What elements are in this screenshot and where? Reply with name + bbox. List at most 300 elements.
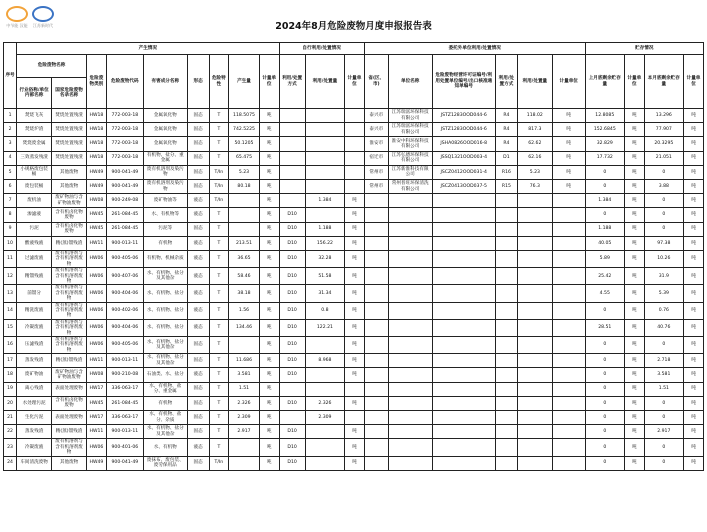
- table-cell: 前馏分: [17, 285, 52, 302]
- table-cell: 泰兴市: [364, 123, 388, 137]
- header-license: 危险废物经营许可证编号/利用处置单位编号/出口核准通知单编号: [432, 55, 495, 109]
- table-cell: [364, 410, 388, 424]
- table-cell: 吨: [552, 137, 585, 151]
- table-cell: HW45: [87, 208, 107, 222]
- table-row: [4, 123, 704, 137]
- table-cell: R4: [495, 123, 517, 137]
- table-cell: D10: [279, 368, 305, 382]
- table-cell: [495, 456, 517, 470]
- table-cell: [517, 425, 552, 439]
- table-cell: 11: [4, 250, 17, 267]
- table-cell: [364, 425, 388, 439]
- table-cell: HW11: [87, 236, 107, 250]
- table-cell: [495, 208, 517, 222]
- table-cell: [552, 410, 585, 424]
- table-cell: 1.51: [229, 382, 260, 396]
- table-cell: 12.8085: [585, 109, 624, 123]
- table-cell: 吨: [624, 425, 644, 439]
- table-cell: 21.051: [644, 151, 683, 165]
- table-cell: R15: [495, 179, 517, 193]
- header-ent-method: 利用/处置方式: [495, 55, 517, 109]
- table-cell: 吨: [684, 368, 704, 382]
- table-cell: 吨: [624, 336, 644, 353]
- table-cell: D10: [279, 456, 305, 470]
- table-cell: 900-407-06: [106, 268, 143, 285]
- table-cell: [345, 137, 365, 151]
- table-cell: 13.296: [644, 109, 683, 123]
- table-cell: 液态: [187, 285, 209, 302]
- table-row: [4, 208, 704, 222]
- table-cell: 吨: [684, 425, 704, 439]
- table-cell: 淮安中科环保科技有限公司: [388, 137, 432, 151]
- table-cell: 152.6845: [585, 123, 624, 137]
- table-cell: D1: [495, 151, 517, 165]
- table-cell: [517, 336, 552, 353]
- table-cell: 2.718: [644, 354, 683, 368]
- table-cell: HW06: [87, 250, 107, 267]
- table-cell: 10.26: [644, 250, 683, 267]
- table-cell: 900-013-11: [106, 425, 143, 439]
- table-cell: T/In: [209, 165, 229, 179]
- table-cell: [495, 354, 517, 368]
- table-cell: 0: [585, 425, 624, 439]
- table-cell: D10: [279, 250, 305, 267]
- table-cell: 吨: [624, 222, 644, 236]
- table-cell: 58.46: [229, 268, 260, 285]
- table-cell: 废矿物油: [17, 368, 52, 382]
- table-cell: 固态: [187, 425, 209, 439]
- table-cell: 焚烧炉渣: [17, 123, 52, 137]
- table-cell: JSCZ0413OOD037-5: [432, 179, 495, 193]
- table-cell: [517, 302, 552, 319]
- table-cell: [495, 302, 517, 319]
- table-cell: 污泥等: [143, 222, 187, 236]
- table-cell: [432, 396, 495, 410]
- table-cell: 900-404-06: [106, 285, 143, 302]
- table-cell: HW06: [87, 285, 107, 302]
- table-cell: 吨: [259, 123, 279, 137]
- table-cell: [552, 368, 585, 382]
- table-cell: 吨: [684, 456, 704, 470]
- table-cell: [364, 285, 388, 302]
- table-cell: 817.3: [517, 123, 552, 137]
- table-cell: 固态: [187, 410, 209, 424]
- table-cell: 23: [4, 439, 17, 456]
- header-ent-amount: 利用/处置量: [517, 55, 552, 109]
- table-cell: 0: [585, 336, 624, 353]
- table-row: [4, 354, 704, 368]
- table-cell: 吨: [684, 194, 704, 208]
- table-cell: [364, 336, 388, 353]
- table-cell: T: [209, 425, 229, 439]
- table-cell: 液态: [187, 208, 209, 222]
- table-cell: D10: [279, 222, 305, 236]
- table-cell: 16: [4, 336, 17, 353]
- table-cell: 0: [644, 165, 683, 179]
- table-cell: 156.22: [305, 236, 344, 250]
- table-cell: 表面处理废物: [52, 410, 87, 424]
- table-cell: 5.23: [517, 165, 552, 179]
- table-cell: 21: [4, 410, 17, 424]
- table-cell: 吨: [684, 354, 704, 368]
- table-cell: 122.21: [305, 319, 344, 336]
- table-cell: 焚烧处置残渣: [52, 109, 87, 123]
- table-cell: 吨: [684, 302, 704, 319]
- table-cell: 吨: [684, 250, 704, 267]
- table-cell: 1.188: [305, 222, 344, 236]
- table-cell: 水处理污泥: [17, 396, 52, 410]
- table-cell: 2.326: [229, 396, 260, 410]
- table-cell: [495, 319, 517, 336]
- table-cell: [495, 222, 517, 236]
- table-cell: T: [209, 222, 229, 236]
- table-cell: HW49: [87, 179, 107, 193]
- header-curr-stock: 本月底剩余贮存量: [644, 55, 683, 109]
- table-cell: 吨: [684, 396, 704, 410]
- table-cell: 900-041-49: [106, 165, 143, 179]
- table-cell: [364, 456, 388, 470]
- table-cell: 固态: [187, 109, 209, 123]
- table-cell: 772-003-18: [106, 109, 143, 123]
- table-cell: [305, 425, 344, 439]
- table-cell: [495, 439, 517, 456]
- table-cell: 废有机溶剂及染污物: [143, 179, 187, 193]
- table-cell: 渗滤液: [17, 208, 52, 222]
- table-cell: 80.18: [229, 179, 260, 193]
- table-cell: 65.475: [229, 151, 260, 165]
- table-cell: 吨: [624, 319, 644, 336]
- table-cell: [305, 123, 344, 137]
- table-cell: 4.55: [585, 285, 624, 302]
- table-cell: HW11: [87, 425, 107, 439]
- table-cell: HW18: [87, 151, 107, 165]
- table-cell: 液态: [187, 368, 209, 382]
- table-cell: 62.16: [517, 151, 552, 165]
- table-cell: [229, 439, 260, 456]
- table-cell: 吨: [624, 302, 644, 319]
- table-cell: 液态: [187, 319, 209, 336]
- table-cell: HW06: [87, 336, 107, 353]
- table-row: [4, 336, 704, 353]
- table-row: [4, 194, 704, 208]
- table-cell: [388, 319, 432, 336]
- table-cell: 3.581: [644, 368, 683, 382]
- table-cell: [552, 439, 585, 456]
- table-cell: 吨: [684, 410, 704, 424]
- table-cell: 吨: [624, 382, 644, 396]
- table-cell: 1.56: [229, 302, 260, 319]
- table-cell: 吨: [345, 319, 365, 336]
- table-cell: HW18: [87, 123, 107, 137]
- table-cell: [388, 410, 432, 424]
- table-cell: 0: [644, 208, 683, 222]
- table-cell: 蒸发残渣: [17, 354, 52, 368]
- table-cell: 废有机溶剂与含有机溶剂废物: [52, 336, 87, 353]
- table-cell: 吨: [259, 222, 279, 236]
- table-cell: [388, 456, 432, 470]
- table-cell: 14: [4, 302, 17, 319]
- table-cell: 固态: [187, 382, 209, 396]
- table-cell: [495, 382, 517, 396]
- table-cell: 宿迁市: [364, 151, 388, 165]
- table-cell: [552, 250, 585, 267]
- table-cell: 25.42: [585, 268, 624, 285]
- table-cell: [495, 285, 517, 302]
- table-cell: 废矿物油等: [143, 194, 187, 208]
- table-cell: 吨: [624, 208, 644, 222]
- table-cell: [345, 151, 365, 165]
- table-cell: 水、有机物: [143, 439, 187, 456]
- table-cell: 0: [644, 410, 683, 424]
- table-cell: T: [209, 319, 229, 336]
- table-cell: 118.02: [517, 109, 552, 123]
- table-cell: 0: [585, 396, 624, 410]
- table-cell: 772-003-18: [106, 151, 143, 165]
- header-amount: 产生量: [229, 55, 260, 109]
- table-cell: [388, 382, 432, 396]
- table-cell: [305, 109, 344, 123]
- table-cell: 废有机溶剂及染污物: [143, 165, 187, 179]
- table-cell: T: [209, 439, 229, 456]
- table-cell: 吨: [345, 456, 365, 470]
- table-cell: 吨: [552, 151, 585, 165]
- table-row: [4, 425, 704, 439]
- table-cell: 有机物: [143, 236, 187, 250]
- table-cell: 废有机溶剂与含有机溶剂废物: [52, 319, 87, 336]
- table-cell: 吨: [684, 222, 704, 236]
- table-cell: JSSQ1321OOD003-4: [432, 151, 495, 165]
- table-cell: 吨: [624, 123, 644, 137]
- table-cell: T: [209, 123, 229, 137]
- table-cell: HW06: [87, 439, 107, 456]
- table-cell: 过滤废液: [17, 250, 52, 267]
- table-cell: 废抹布、废包装、废劳保用品: [143, 456, 187, 470]
- table-cell: 常州普旺环保清洗有限公司: [388, 179, 432, 193]
- table-cell: 261-084-45: [106, 222, 143, 236]
- table-cell: 吨: [259, 302, 279, 319]
- table-cell: 97.38: [644, 236, 683, 250]
- table-cell: 0: [644, 456, 683, 470]
- table-cell: 吨: [345, 396, 365, 410]
- table-cell: [388, 208, 432, 222]
- table-cell: D10: [279, 396, 305, 410]
- table-cell: [229, 336, 260, 353]
- table-cell: HW17: [87, 410, 107, 424]
- header-production: 产生情况: [17, 43, 279, 55]
- table-cell: T: [209, 382, 229, 396]
- table-cell: 有机物、盐分、重金属: [143, 151, 187, 165]
- table-cell: [364, 439, 388, 456]
- table-cell: 其他废物: [52, 456, 87, 470]
- table-row: [4, 236, 704, 250]
- table-cell: 24: [4, 456, 17, 470]
- table-cell: [388, 396, 432, 410]
- table-cell: 2.917: [644, 425, 683, 439]
- table-cell: [432, 354, 495, 368]
- table-cell: 液态: [187, 439, 209, 456]
- table-cell: 液态: [187, 194, 209, 208]
- table-cell: 213.51: [229, 236, 260, 250]
- table-cell: [279, 194, 305, 208]
- table-cell: [345, 123, 365, 137]
- table-cell: 吨: [345, 236, 365, 250]
- table-cell: [279, 382, 305, 396]
- table-cell: 吨: [684, 382, 704, 396]
- table-cell: 吨: [259, 250, 279, 267]
- table-cell: 水、有机物、盐分: [143, 285, 187, 302]
- table-cell: 有机物、机械杂质: [143, 250, 187, 267]
- table-row: [4, 137, 704, 151]
- table-row: [4, 456, 704, 470]
- table-row: [4, 439, 704, 456]
- table-cell: 742.5225: [229, 123, 260, 137]
- table-header: [4, 43, 704, 109]
- header-category: 危险废物类别: [87, 55, 107, 109]
- table-cell: [517, 236, 552, 250]
- table-cell: [364, 236, 388, 250]
- header-hazard-prop: 危险特性: [209, 55, 229, 109]
- table-cell: 吨: [624, 354, 644, 368]
- table-cell: 18: [4, 368, 17, 382]
- table-cell: HW18: [87, 137, 107, 151]
- table-cell: T/In: [209, 179, 229, 193]
- table-cell: 40.05: [585, 236, 624, 250]
- table-cell: 900-013-11: [106, 236, 143, 250]
- table-cell: 冷凝废液: [17, 439, 52, 456]
- table-cell: 吨: [345, 285, 365, 302]
- table-cell: 精(蒸)馏残渣: [52, 354, 87, 368]
- table-cell: 固态: [187, 456, 209, 470]
- table-cell: 0: [585, 456, 624, 470]
- table-cell: 焚烧飞灰: [17, 109, 52, 123]
- table-cell: 吨: [684, 268, 704, 285]
- table-cell: T: [209, 302, 229, 319]
- table-cell: 吨: [624, 368, 644, 382]
- table-row: [4, 319, 704, 336]
- table-cell: 吨: [259, 354, 279, 368]
- table-cell: 吨: [259, 109, 279, 123]
- table-cell: 2.326: [305, 396, 344, 410]
- table-cell: 0: [585, 368, 624, 382]
- table-cell: [364, 354, 388, 368]
- table-cell: 吨: [345, 439, 365, 456]
- table-cell: 泰兴市: [364, 109, 388, 123]
- table-cell: 336-063-17: [106, 382, 143, 396]
- table-cell: HW06: [87, 319, 107, 336]
- table-cell: 261-084-45: [106, 208, 143, 222]
- table-cell: [388, 425, 432, 439]
- table-cell: 固态: [187, 165, 209, 179]
- table-cell: [517, 368, 552, 382]
- table-cell: [432, 285, 495, 302]
- table-cell: 吨: [624, 396, 644, 410]
- table-cell: D10: [279, 208, 305, 222]
- table-cell: 0.76: [644, 302, 683, 319]
- table-cell: 吨: [684, 319, 704, 336]
- table-cell: [345, 179, 365, 193]
- table-cell: 固态: [187, 396, 209, 410]
- table-cell: 2.309: [305, 410, 344, 424]
- table-cell: [552, 396, 585, 410]
- table-cell: 江苏瑞富环保科技有限公司: [388, 123, 432, 137]
- table-cell: 261-084-45: [106, 396, 143, 410]
- table-row: [4, 285, 704, 302]
- table-cell: 3.88: [644, 179, 683, 193]
- table-cell: 离心残渣: [17, 382, 52, 396]
- table-cell: 水、有机物、盐分及其他杂: [143, 336, 187, 353]
- table-cell: HW49: [87, 165, 107, 179]
- header-self-unit: 计量单位: [345, 55, 365, 109]
- table-cell: [517, 382, 552, 396]
- table-cell: [305, 368, 344, 382]
- table-cell: [432, 250, 495, 267]
- table-cell: 吨: [624, 151, 644, 165]
- table-cell: [552, 222, 585, 236]
- table-cell: 吨: [624, 236, 644, 250]
- table-cell: [552, 456, 585, 470]
- table-cell: 17.732: [585, 151, 624, 165]
- table-cell: 6: [4, 179, 17, 193]
- table-cell: 51.58: [305, 268, 344, 285]
- table-cell: 吨: [624, 456, 644, 470]
- table-cell: [364, 382, 388, 396]
- table-row: [4, 179, 704, 193]
- table-cell: [345, 165, 365, 179]
- table-cell: 固态: [187, 222, 209, 236]
- table-cell: 废有机溶剂与含有机溶剂废物: [52, 302, 87, 319]
- table-cell: HW08: [87, 194, 107, 208]
- table-cell: [517, 319, 552, 336]
- table-cell: [388, 236, 432, 250]
- table-cell: [229, 208, 260, 222]
- table-cell: T: [209, 250, 229, 267]
- table-cell: [552, 354, 585, 368]
- table-cell: 固态: [187, 151, 209, 165]
- table-cell: 吨: [624, 439, 644, 456]
- table-cell: 吨: [259, 165, 279, 179]
- table-cell: [305, 151, 344, 165]
- table-cell: [517, 208, 552, 222]
- table-cell: [432, 194, 495, 208]
- table-cell: 吨: [345, 208, 365, 222]
- table-cell: [279, 137, 305, 151]
- table-cell: 污泥: [17, 222, 52, 236]
- table-cell: [552, 268, 585, 285]
- table-row: [4, 410, 704, 424]
- table-cell: [517, 222, 552, 236]
- table-cell: 15: [4, 319, 17, 336]
- header-hazard-comp: 有害成分名称: [143, 55, 187, 109]
- table-row: [4, 165, 704, 179]
- table-cell: D10: [279, 439, 305, 456]
- table-cell: [388, 250, 432, 267]
- table-cell: 精(蒸)馏残渣: [52, 425, 87, 439]
- table-cell: 吨: [624, 165, 644, 179]
- table-cell: T: [209, 396, 229, 410]
- table-cell: [552, 302, 585, 319]
- table-cell: 吨: [259, 285, 279, 302]
- table-cell: [495, 236, 517, 250]
- table-cell: [432, 439, 495, 456]
- table-cell: 吨: [552, 109, 585, 123]
- table-cell: 固态: [187, 336, 209, 353]
- table-cell: [279, 165, 305, 179]
- table-row: [4, 368, 704, 382]
- table-cell: 0: [644, 222, 683, 236]
- table-cell: 76.3: [517, 179, 552, 193]
- table-cell: 900-249-08: [106, 194, 143, 208]
- table-cell: 0: [585, 179, 624, 193]
